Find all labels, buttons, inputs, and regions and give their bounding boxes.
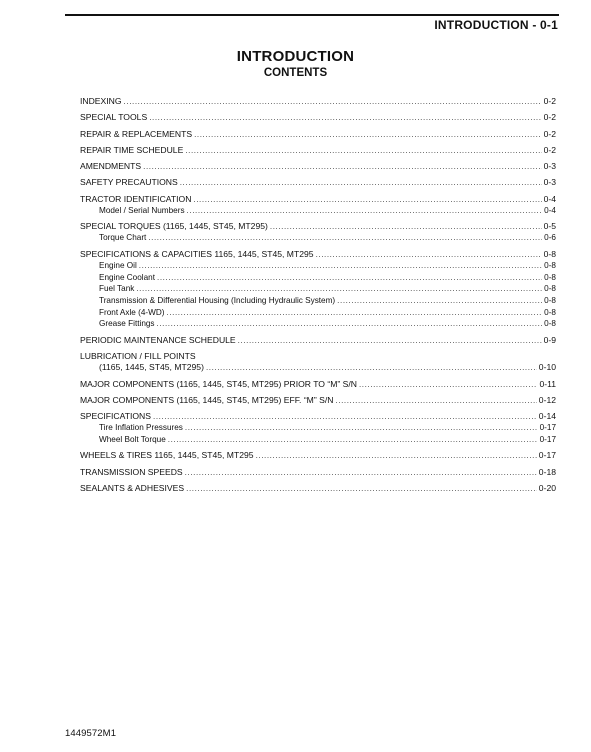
toc-entry-label: Model / Serial Numbers — [99, 205, 185, 215]
toc-entry-label: MAJOR COMPONENTS (1165, 1445, ST45, MT295) PRIOR TO “M” S/N — [80, 378, 357, 389]
toc-entry[interactable] — [80, 411, 556, 422]
toc-entry-label: LUBRICATION / FILL POINTS — [80, 351, 196, 362]
toc-entry-label: Engine Coolant — [99, 272, 155, 282]
toc-entry[interactable] — [80, 335, 556, 346]
table-of-contents — [80, 96, 556, 494]
page-subtitle: CONTENTS — [263, 67, 328, 79]
header-rule — [65, 14, 559, 16]
toc-entry-page: 0-8 — [544, 319, 556, 329]
toc-entry[interactable] — [80, 450, 556, 461]
toc-subentry[interactable] — [80, 272, 556, 284]
dot-leader — [206, 362, 537, 373]
page-title: INTRODUCTION — [236, 48, 355, 65]
toc-subentry[interactable] — [80, 362, 556, 373]
toc-entry[interactable] — [80, 177, 556, 188]
toc-entry-page: 0-3 — [543, 161, 556, 171]
dot-leader — [124, 96, 542, 107]
toc-entry[interactable] — [80, 351, 556, 362]
toc-entry-label: SPECIFICATIONS — [80, 411, 151, 421]
toc-entry-page: 0-4 — [544, 205, 556, 215]
dot-leader — [187, 205, 543, 216]
toc-entry-page: 0-4 — [543, 193, 556, 204]
toc-entry[interactable] — [80, 221, 556, 232]
toc-entry-label: Wheel Bolt Torque — [99, 434, 166, 444]
dot-leader — [180, 177, 542, 188]
dot-leader — [316, 249, 542, 260]
dot-leader — [148, 233, 542, 244]
toc-entry-page: 0-9 — [543, 335, 556, 345]
toc-entry-page: 0-2 — [543, 112, 556, 123]
toc-entry-page: 0-8 — [544, 272, 556, 282]
toc-entry-label: Fuel Tank — [99, 284, 135, 294]
toc-entry[interactable] — [80, 395, 556, 406]
toc-entry-label: PERIODIC MAINTENANCE SCHEDULE — [80, 335, 236, 345]
toc-entry-label: Tire Inflation Pressures — [99, 423, 183, 432]
toc-entry[interactable] — [80, 145, 556, 156]
dot-leader — [139, 261, 542, 272]
toc-entry[interactable] — [80, 129, 556, 140]
running-head: INTRODUCTION - 0-1 — [434, 18, 558, 32]
toc-entry-label: TRANSMISSION SPEEDS — [80, 466, 183, 477]
dot-leader — [136, 284, 542, 295]
dot-leader — [337, 296, 542, 307]
dot-leader — [186, 483, 537, 494]
toc-entry[interactable] — [80, 96, 556, 107]
toc-subentry[interactable] — [80, 318, 556, 330]
toc-entry-page: 0-17 — [538, 450, 556, 461]
dot-leader — [185, 467, 537, 478]
dot-leader — [167, 307, 543, 318]
dot-leader — [193, 194, 541, 205]
dot-leader — [149, 112, 541, 123]
toc-subentry[interactable] — [80, 232, 556, 244]
toc-entry-page: 0-14 — [538, 411, 556, 421]
toc-entry-page: 0-2 — [543, 128, 556, 139]
toc-entry-page: 0-8 — [544, 295, 556, 305]
toc-subentry[interactable] — [80, 307, 556, 319]
toc-entry[interactable] — [80, 161, 556, 172]
toc-subentry[interactable] — [80, 434, 556, 446]
toc-entry-page: 0-8 — [544, 307, 556, 317]
toc-entry[interactable] — [80, 467, 556, 478]
toc-entry-label: SEALANTS & ADHESIVES — [80, 482, 185, 493]
toc-entry[interactable] — [80, 112, 556, 123]
part-number: 1449572M1 — [65, 728, 117, 739]
toc-entry-label: SPECIAL TORQUES (1165, 1445, ST45, MT295) — [80, 221, 268, 232]
toc-entry-page: 0-8 — [544, 284, 556, 294]
dot-leader — [238, 335, 542, 346]
dot-leader — [256, 450, 537, 461]
toc-subentry[interactable] — [80, 422, 556, 434]
toc-entry-page: 0-18 — [538, 466, 556, 477]
toc-entry-page: 0-8 — [543, 249, 556, 260]
toc-entry-label: Transmission & Differential Housing (Including Hydraulic System) — [99, 295, 336, 305]
toc-entry-label: AMENDMENTS — [80, 161, 142, 171]
toc-entry-page: 0-12 — [538, 394, 556, 405]
toc-entry-page: 0-17 — [539, 423, 556, 432]
toc-entry-label: Engine Oil — [99, 261, 137, 271]
toc-entry[interactable] — [80, 483, 556, 494]
dot-leader — [270, 221, 542, 232]
toc-entry-page: 0-17 — [539, 434, 556, 444]
dot-leader — [335, 395, 536, 406]
toc-entry-page: 0-6 — [544, 233, 556, 243]
toc-entry-label: Torque Chart — [99, 233, 147, 243]
toc-entry-page: 0-8 — [544, 261, 556, 271]
dot-leader — [359, 379, 537, 390]
dot-leader — [157, 272, 542, 283]
toc-entry-label: MAJOR COMPONENTS (1165, 1445, ST45, MT295) EFF. “M” S/N — [80, 394, 334, 405]
toc-entry-label: REPAIR & REPLACEMENTS — [80, 128, 193, 139]
dot-leader — [185, 145, 541, 156]
toc-entry-page: 0-11 — [539, 378, 556, 389]
toc-entry-label: INDEXING — [80, 96, 122, 106]
toc-entry-label: (1165, 1445, ST45, MT295) — [99, 362, 204, 373]
toc-entry-page: 0-2 — [543, 144, 556, 155]
toc-subentry[interactable] — [80, 260, 556, 272]
dot-leader — [143, 161, 541, 172]
toc-entry-label: SAFETY PRECAUTIONS — [80, 177, 178, 188]
toc-entry-page: 0-2 — [543, 96, 556, 106]
dot-leader — [153, 411, 537, 422]
dot-leader — [194, 129, 542, 140]
toc-entry-page: 0-5 — [543, 221, 556, 232]
toc-entry-label: REPAIR TIME SCHEDULE — [80, 144, 184, 155]
toc-entry-label: SPECIAL TOOLS — [80, 112, 148, 123]
toc-subentry[interactable] — [80, 205, 556, 217]
toc-entry-page: 0-10 — [538, 362, 556, 373]
dot-leader — [157, 319, 543, 330]
dot-leader — [185, 423, 538, 434]
toc-subentry[interactable] — [80, 295, 556, 307]
toc-entry-page: 0-20 — [538, 482, 556, 493]
toc-entry-label: TRACTOR IDENTIFICATION — [80, 193, 192, 204]
dot-leader — [168, 434, 538, 445]
toc-entry[interactable] — [80, 249, 556, 260]
toc-entry-label: WHEELS & TIRES 1165, 1445, ST45, MT295 — [80, 450, 254, 461]
toc-subentry[interactable] — [80, 283, 556, 295]
toc-entry-label: SPECIFICATIONS & CAPACITIES 1165, 1445, ST45, MT295 — [80, 249, 314, 260]
toc-entry-label: Grease Fittings — [99, 319, 155, 329]
toc-entry[interactable] — [80, 194, 556, 205]
toc-entry[interactable] — [80, 379, 556, 390]
toc-entry-label: Front Axle (4-WD) — [99, 307, 165, 317]
toc-entry-page: 0-3 — [543, 177, 556, 188]
